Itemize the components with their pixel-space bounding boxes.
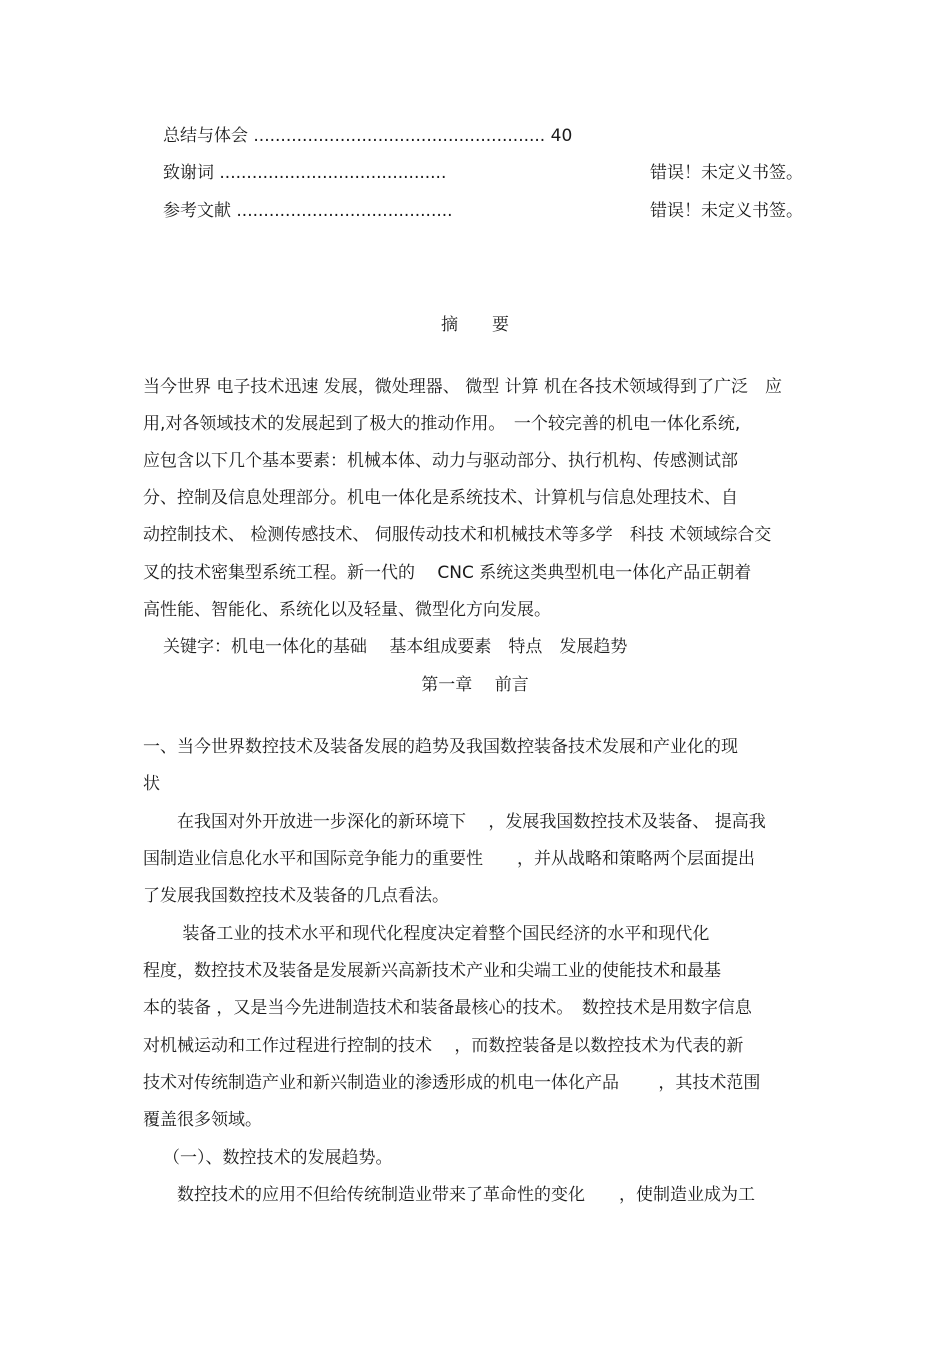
abstract-line: 高性能、智能化、系统化以及轻量、微型化方向发展。 — [143, 600, 551, 620]
abstract-line: 用,对各领域技术的发展起到了极大的推动作用。 一个较完善的机电一体化系统, — [143, 414, 741, 434]
chapter-heading: 第一章 前言 — [421, 675, 529, 695]
toc-dots: ...................................................... — [253, 126, 546, 146]
section-heading: 一、当今世界数控技术及装备发展的趋势及我国数控装备技术发展和产业化的现 — [143, 737, 738, 757]
toc-page: 错误！未定义书签。 — [650, 163, 803, 183]
keywords: 关键字：机电一体化的基础 基本组成要素 特点 发展趋势 — [163, 637, 628, 657]
abstract-line: 应包含以下几个基本要素：机械本体、动力与驱动部分、执行机构、传感测试部 — [143, 451, 738, 471]
paragraph-line: 在我国对外开放进一步深化的新环境下 ，发展我国数控技术及装备、 提高我 — [143, 812, 766, 832]
subsection-heading: （一）、数控技术的发展趋势。 — [163, 1148, 393, 1168]
toc-dots: .......................................... — [219, 163, 447, 183]
paragraph-line: 国制造业信息化水平和国际竞争能力的重要性 ，并从战略和策略两个层面提出 — [143, 849, 755, 869]
abstract-line: 当今世界 电子技术迅速 发展，微处理器、 微型 计算 机在各技术领域得到了广泛 应 — [143, 377, 783, 397]
abstract-line: 动控制技术、 检测传感技术、 伺服传动技术和机械技术等多学 科技 术领域综合交 — [143, 525, 772, 545]
abstract-heading: 摘 要 — [441, 315, 509, 335]
paragraph-line: 对机械运动和工作过程进行控制的技术 ，而数控装备是以数控技术为代表的新 — [143, 1036, 744, 1056]
paragraph-line: 数控技术的应用不但给传统制造业带来了革命性的变化 ，使制造业成为工 — [143, 1185, 755, 1205]
section-heading: 状 — [143, 774, 160, 794]
abstract-line: 叉的技术密集型系统工程。新一代的 CNC 系统这类典型机电一体化产品正朝着 — [143, 563, 752, 583]
toc-page: 40 — [550, 126, 573, 146]
toc-title: 总结与体会 — [163, 126, 248, 146]
toc-title: 参考文献 — [163, 201, 231, 221]
abstract-line: 分、控制及信息处理部分。机电一体化是系统技术、计算机与信息处理技术、自 — [143, 488, 738, 508]
paragraph-line: 装备工业的技术水平和现代化程度决定着整个国民经济的水平和现代化 — [143, 924, 710, 944]
paragraph-line: 了发展我国数控技术及装备的几点看法。 — [143, 886, 449, 906]
paragraph-line: 覆盖很多领域。 — [143, 1110, 262, 1130]
paragraph-line: 技术对传统制造产业和新兴制造业的渗透形成的机电一体化产品 ，其技术范围 — [143, 1073, 761, 1093]
paragraph-line: 本的装备 ，又是当今先进制造技术和装备最核心的技术。 数控技术是用数字信息 — [143, 998, 752, 1018]
toc-entry-acknowledgement — [163, 163, 446, 183]
toc-entry-summary — [163, 126, 572, 146]
toc-entry-references — [163, 201, 453, 221]
toc-page: 错误！未定义书签。 — [650, 201, 803, 221]
toc-title: 致谢词 — [163, 163, 214, 183]
toc-dots: ........................................ — [236, 201, 453, 221]
paragraph-line: 程度，数控技术及装备是发展新兴高新技术产业和尖端工业的使能技术和最基 — [143, 961, 721, 981]
